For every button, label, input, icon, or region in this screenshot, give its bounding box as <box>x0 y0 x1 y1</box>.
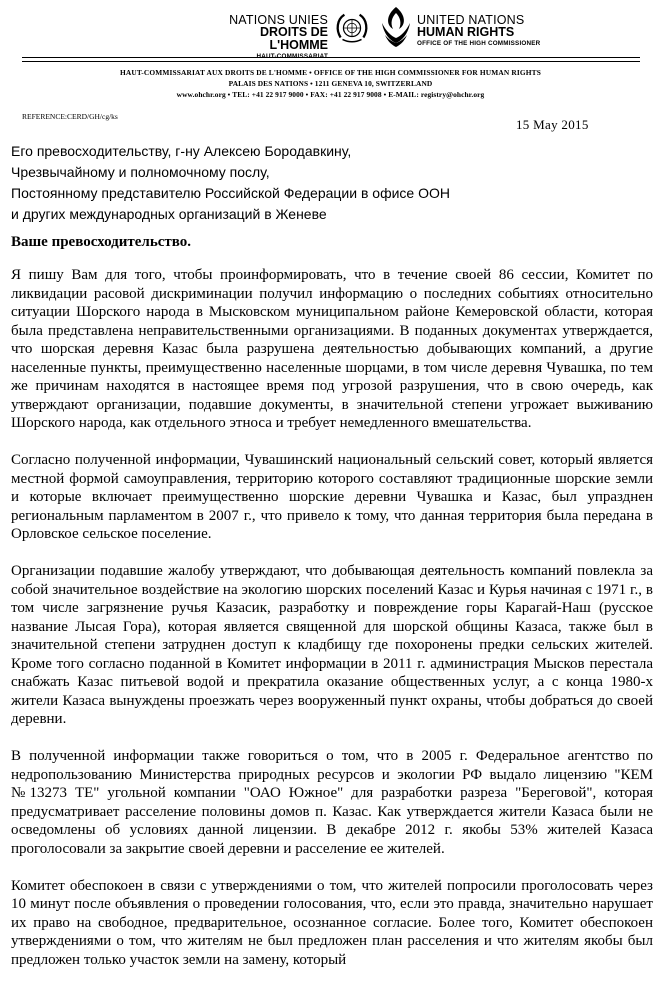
body-paragraph: Организации подавшие жалобу утверждают, что добывающая деятельность компаний повлекла за собой значительное воздействие на экологию шорских поселений Казас и Курья начиная с 1971 г., в том числе загрязнение ручья Казасик, разработку и повреждение горы Карагай-Наш (русское название Лысая Гора), которая является священной для шорской общины Казаса, также был в значительной степени затруднен доступ к кладбищу где похоронены предки сельских жителей. Кроме того согласно поданной в Комитет информации в 2011 г. администрация Мысков перестала снабжать Казас питьевой водой и прекратила оказание общественных услуг, а с конца 1980-х жители Казаса вынуждены проезжать через вооруженный пункт охраны, чтобы добраться до своей деревни. <box>11 563 653 727</box>
letter-date: 15 May 2015 <box>516 117 589 132</box>
body-paragraph: Согласно полученной информации, Чувашинский национальный сельский совет, который является местной формой самоуправления, территорию которого составляют традиционные шорские земли и которые включает преимущественно шорские деревни Чувашка и Казас, был упразднен региональным парламентом в 2007 г., что привело к тому, что данная территория была передана в Орловское сельское поселение. <box>11 452 653 542</box>
org-office-fr: HAUT-COMMISSARIAT <box>256 53 328 60</box>
body-paragraph: Я пишу Вам для того, чтобы проинформировать, что в течение своей 86 сессии, Комитет по ликвидации расовой дискриминации получил информацию о последних событиях относительно ситуации Шорского народа в Мысковском муниципальном районе Кемеровской области, которая была представлена неправительственными организациями. В поданных документах утверждается, что шорская деревня Казас была разрушена деятельностью добывающих компаний, а другие населенные пункты, преимущественно населенные шорцами, в том числе деревня Чувашка, по тем же причинам находятся в настоящее время под угрозой разрушения, что в свою очередь, как утверждают организации, подавшие документы, в значительной степени угрожает выживанию Шорского народа, как отдельного этноса и требует немедленного вмешательства. <box>11 267 653 431</box>
org-subtitle-en: HUMAN RIGHTS <box>417 25 515 39</box>
letterhead-left <box>208 14 328 61</box>
reference-code: REFERENCE:CERD/GH/cg/ks <box>22 112 118 121</box>
org-office-en: OFFICE OF THE HIGH COMMISSIONER <box>417 40 541 47</box>
addressee-block <box>11 141 651 225</box>
un-emblem-icon <box>333 9 371 47</box>
letter-body <box>11 266 653 988</box>
org-name-fr: NATIONS UNIES <box>229 13 328 27</box>
body-paragraph: В полученной информации также говориться о том, что в 2005 г. Федеральное агентство по недропользованию Министерства природных ресурсов и экологии РФ выдало лицензию "КЕМ №13273 ТЕ" угольной компании "ОАО Южное" для разработки разреза "Береговой", которая предусматривает расселение половины домов п. Казас. Как утверждается жители Казаса были не осведомлены об условиях данной лицензии. В декабре 2012 г. якобы 53% жителей Казаса проголосовали за закрытие своей деревни и расселение ее жителей. <box>11 748 653 857</box>
letterhead-right <box>417 14 617 48</box>
addressee-line: и других международных организаций в Женеве <box>11 206 327 222</box>
letterhead <box>0 0 661 99</box>
header-rule-thick <box>22 57 640 58</box>
header-rule-thin <box>22 61 640 62</box>
salutation: Ваше превосходительство. <box>11 234 192 250</box>
office-address-line: HAUT-COMMISSARIAT AUX DROITS DE L'HOMME • OFFICE OF THE HIGH COMMISSIONER FOR HUMAN RIGHTS <box>119 68 542 77</box>
org-subtitle-fr: DROITS DE L'HOMME <box>259 25 328 52</box>
contact-line: www.ohchr.org • TEL: +41 22 917 9000 • FAX: +41 22 917 9008 • E-MAIL: registry@ohchr.org <box>176 90 485 99</box>
postal-address-line: PALAIS DES NATIONS • 1211 GENEVA 10, SWITZERLAND <box>228 79 433 88</box>
body-paragraph: Комитет обеспокоен в связи с утверждениями о том, что жителей попросили проголосовать через 10 минут после объявления о проведении голосования, что, если это правда, значительно нарушает их право на свободное, предварительное, осознанное согласие. Более того, Комитет обеспокоен утверждениями о том, что жителям не был предложен план расселения и что жителям якобы был предложен только участок земли на замену, который <box>11 877 653 968</box>
human-rights-emblem-icon <box>379 5 413 49</box>
addressee-line: Постоянному представителю Российской Федерации в офисе ООН <box>11 185 450 201</box>
addressee-line: Его превосходительству, г-ну Алексею Бородавкину, <box>11 143 352 159</box>
org-name-en: UNITED NATIONS <box>417 13 525 27</box>
addressee-line: Чрезвычайному и полномочному послу, <box>11 164 270 180</box>
